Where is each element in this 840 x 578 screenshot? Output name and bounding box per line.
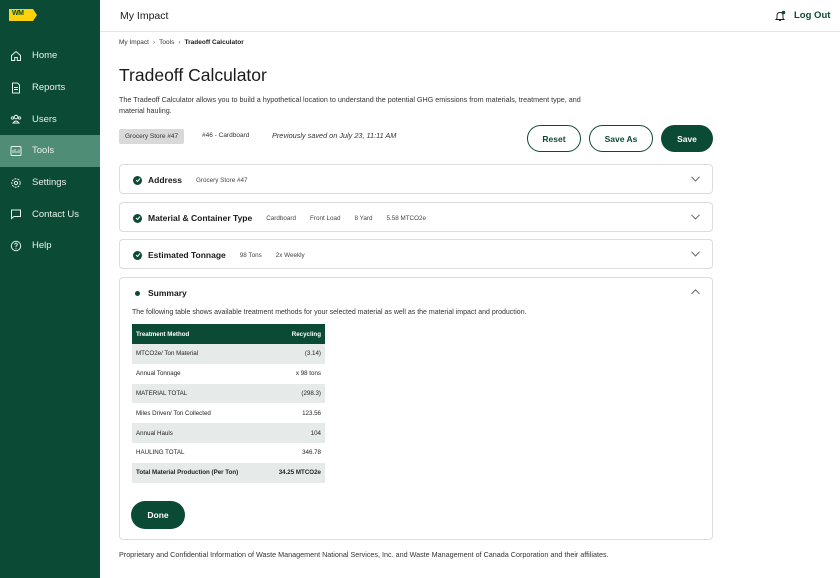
sidebar-item-settings[interactable] (0, 167, 100, 199)
document-icon (10, 82, 22, 94)
page-description: The Tradeoff Calculator allows you to build a hypothetical location to understand the potential GHG emissions from materials, treatment type, and material hauling. (119, 95, 581, 115)
sidebar-nav (0, 40, 100, 262)
saved-status: Previously saved on July 23, 11:11 AM (272, 131, 397, 140)
panel-meta: 8 Yard (354, 214, 373, 222)
table-cell: (3.14) (265, 344, 326, 364)
table-row (132, 364, 325, 384)
chevron-right-icon: › (152, 39, 156, 46)
summary-description: The following table shows available treatment methods for your selected material as well as the material impact and production. (132, 309, 527, 316)
sidebar (0, 0, 100, 578)
check-icon (133, 176, 142, 185)
table-row (132, 423, 325, 443)
panel-title: Address (148, 175, 183, 185)
table-cell: Annual Tonnage (132, 364, 265, 384)
table-row (132, 384, 325, 404)
chevron-down-icon[interactable] (691, 176, 700, 182)
panel-meta: 2x Weekly (275, 251, 305, 259)
sidebar-item-label: Tools (32, 145, 55, 157)
table-row (132, 443, 325, 463)
chat-icon (10, 208, 22, 220)
breadcrumb-item[interactable]: My Impact (119, 39, 149, 46)
table-cell: MTCO2e/ Ton Material (132, 344, 265, 364)
home-icon (10, 50, 22, 62)
logo-text: WM (12, 10, 24, 17)
chevron-down-icon[interactable] (691, 251, 700, 257)
chevron-right-icon: › (178, 39, 181, 46)
sidebar-item-tools[interactable] (0, 135, 100, 167)
column-header: Recycling (265, 324, 326, 344)
table-cell: x 98 tons (265, 364, 326, 384)
summary-panel-header[interactable] (120, 278, 712, 308)
footer-text: Proprietary and Confidential Information of Waste Management National Services, Inc. and Waste Management of Canada Corporation and their affiliates. (119, 550, 609, 559)
breadcrumb-current: Tradeoff Calculator (184, 39, 244, 46)
bell-icon[interactable] (774, 9, 786, 21)
table-header-row (132, 324, 325, 344)
save-button[interactable]: Save (661, 125, 713, 152)
panel-title: Material & Container Type (148, 213, 253, 223)
done-button[interactable]: Done (131, 501, 185, 529)
page-title: Tradeoff Calculator (119, 65, 267, 85)
summary-table (132, 324, 325, 483)
material-container-panel[interactable] (119, 202, 713, 232)
table-cell: 346.78 (265, 443, 326, 463)
table-cell: Miles Driven/ Ton Collected (132, 403, 265, 423)
users-icon (10, 113, 22, 125)
material-label: #46 - Cardboard (202, 132, 250, 139)
material-panel-header[interactable] (120, 203, 712, 233)
sidebar-item-home[interactable] (0, 40, 100, 72)
panel-meta: Grocery Store #47 (196, 176, 248, 184)
chevron-down-icon[interactable] (691, 214, 700, 220)
sidebar-item-contact-us[interactable] (0, 198, 100, 230)
panel-meta: 5.58 MTCO2e (386, 214, 426, 222)
breadcrumb (119, 39, 244, 46)
help-icon (10, 240, 22, 252)
address-panel[interactable] (119, 164, 713, 194)
sidebar-item-help[interactable] (0, 230, 100, 262)
sidebar-item-label: Home (32, 50, 58, 62)
table-cell: 104 (265, 423, 326, 443)
header-title: My Impact (120, 10, 169, 22)
sidebar-item-label: Users (32, 113, 57, 125)
reset-button[interactable]: Reset (527, 125, 581, 152)
chevron-up-icon[interactable] (691, 289, 700, 295)
table-cell: HAULING TOTAL (132, 443, 265, 463)
bullet-icon (135, 291, 140, 296)
gear-icon (10, 177, 22, 189)
address-panel-header[interactable] (120, 165, 712, 195)
panel-meta: Cardboard (266, 214, 296, 222)
table-cell: (298.3) (265, 384, 326, 404)
estimated-tonnage-panel[interactable] (119, 239, 713, 269)
table-cell: Annual Hauls (132, 423, 265, 443)
check-icon (133, 214, 142, 223)
location-chip: Grocery Store #47 (119, 129, 184, 144)
column-header: Treatment Method (132, 324, 265, 344)
sidebar-item-label: Contact Us (32, 208, 79, 220)
top-bar (100, 0, 840, 32)
log-out-link[interactable]: Log Out (794, 10, 831, 21)
panel-title: Summary (148, 288, 187, 298)
sidebar-item-label: Help (32, 240, 52, 252)
table-cell: 34.25 MTCO2e (265, 463, 326, 483)
table-row (132, 403, 325, 423)
panel-title: Estimated Tonnage (148, 250, 226, 260)
save-as-button[interactable]: Save As (589, 125, 653, 152)
sidebar-item-reports[interactable] (0, 72, 100, 104)
breadcrumb-item[interactable]: Tools (159, 39, 175, 46)
sidebar-item-label: Reports (32, 82, 66, 94)
summary-panel (119, 277, 713, 540)
table-cell: 123.56 (265, 403, 326, 423)
table-cell: MATERIAL TOTAL (132, 384, 265, 404)
table-row (132, 344, 325, 364)
wm-logo[interactable] (9, 9, 33, 21)
table-cell: Total Material Production (Per Ton) (132, 463, 265, 483)
check-icon (133, 251, 142, 260)
table-total-row (132, 463, 325, 483)
tonnage-panel-header[interactable] (120, 240, 712, 270)
sidebar-item-users[interactable] (0, 103, 100, 135)
tools-icon (10, 145, 22, 157)
sidebar-item-label: Settings (32, 177, 67, 189)
panel-meta: Front Load (310, 214, 341, 222)
panel-meta: 98 Tons (239, 251, 262, 259)
